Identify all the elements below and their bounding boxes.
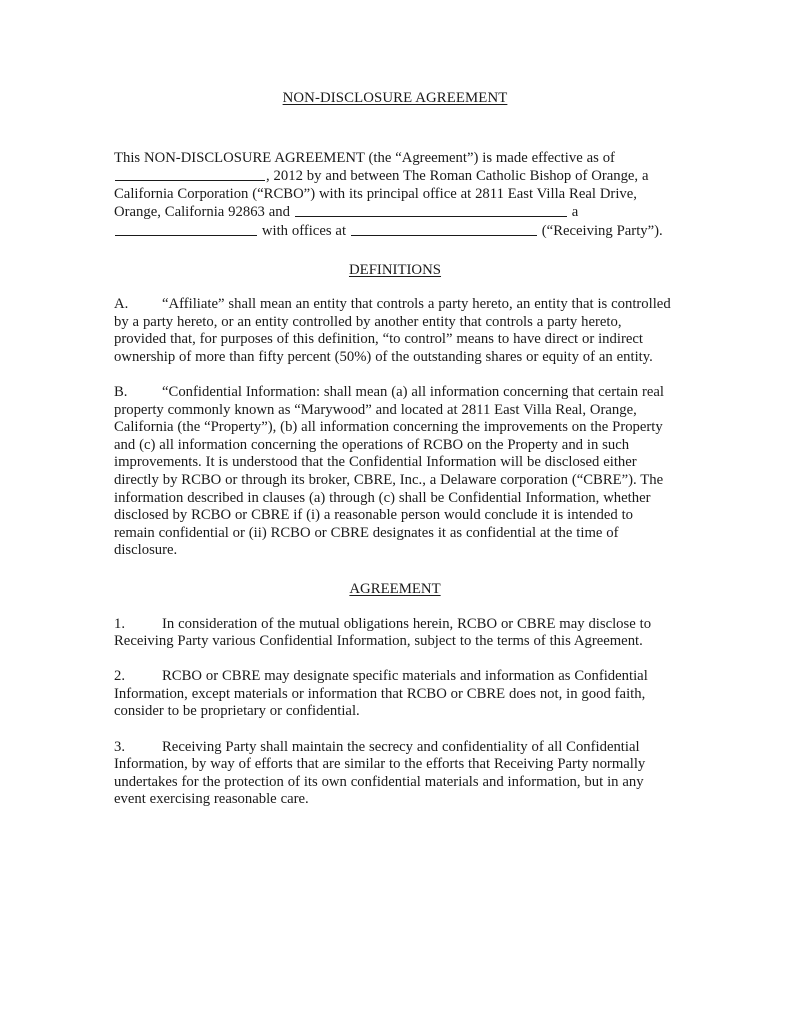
section-heading-definitions bbox=[114, 262, 676, 280]
intro-paragraph bbox=[114, 150, 676, 241]
section-heading-agreement bbox=[114, 581, 676, 599]
intro-text-part4: with offices at bbox=[261, 222, 347, 239]
definition-item-b bbox=[114, 384, 676, 560]
document-body bbox=[114, 90, 676, 809]
definition-marker-a: A. bbox=[114, 296, 129, 313]
section-heading-agreement-text: AGREEMENT bbox=[349, 580, 441, 597]
clause-marker-2: 2. bbox=[114, 668, 126, 685]
clause-item-2 bbox=[114, 668, 676, 721]
receiving-party-name-blank[interactable] bbox=[295, 203, 567, 217]
section-heading-definitions-text: DEFINITIONS bbox=[348, 261, 442, 278]
page-title-text: NON-DISCLOSURE AGREEMENT bbox=[282, 90, 508, 106]
clause-item-1 bbox=[114, 616, 676, 651]
definition-text-a: “Affiliate” shall mean an entity that controls a party hereto, an entity that is controlled by a party hereto, or an entity controlled by another entity that controls a party hereto, provided that, for purposes of this definition, “to control” means to have direct or indirect ownership of more than fifty percent (50%) of the outstanding shares or equity of an entity. bbox=[114, 296, 671, 365]
page-title bbox=[114, 90, 676, 108]
clause-marker-3: 3. bbox=[114, 738, 126, 755]
intro-text-part3: a bbox=[571, 204, 579, 221]
clause-item-3 bbox=[114, 739, 676, 809]
clause-text-1: In consideration of the mutual obligations herein, RCBO or CBRE may disclose to Receiving Party various Confidential Information, subject to the terms of this Agreement. bbox=[114, 615, 652, 650]
intro-text-part5: (“Receiving Party”). bbox=[541, 222, 663, 239]
definition-item-a bbox=[114, 296, 676, 366]
definition-marker-b: B. bbox=[114, 384, 128, 401]
clause-text-3: Receiving Party shall maintain the secrecy and confidentiality of all Confidential Information, by way of efforts that are similar to the efforts that Receiving Party normally undertakes for the protection of its own confidential materials and information, but in any event exercising reasonable care. bbox=[114, 738, 646, 808]
definition-text-b: “Confidential Information: shall mean (a) all information concerning that certain real property commonly known as “Marywood” and located at 2811 East Villa Real, Orange, California (the “Property”), (b) all information concerning the improvements on the Property and (c) all information concerning the operations of RCBO on the Property and in such improvements. It is understood that the Confidential Information will be disclosed either directly by RCBO or through its broker, CBRE, Inc., a Delaware corporation (“CBRE”). The information described in clauses (a) through (c) shall be Confidential Information, whether disclosed by RCBO or CBRE if (i) a reasonable person would conclude it is intended to remain confidential or (ii) RCBO or CBRE designates it as confidential at the time of disclosure. bbox=[114, 384, 664, 559]
effective-date-blank[interactable] bbox=[115, 167, 265, 181]
receiving-party-entity-blank[interactable] bbox=[115, 222, 257, 236]
receiving-party-address-blank[interactable] bbox=[351, 222, 537, 236]
clause-marker-1: 1. bbox=[114, 615, 126, 632]
clause-text-2: RCBO or CBRE may designate specific materials and information as Confidential Information, except materials or information that RCBO or CBRE does not, in good faith, consider to be proprietary or confidential. bbox=[114, 668, 648, 720]
intro-text-part2: , 2012 by and between The Roman Catholic Bishop of Orange, a California Corporation (“RCBO”) with its principal office at 2811 East Villa Real Drive, Orange, California 92863 and bbox=[114, 168, 649, 221]
intro-text-part1: This NON-DISCLOSURE AGREEMENT (the “Agreement”) is made effective as of bbox=[114, 149, 615, 166]
